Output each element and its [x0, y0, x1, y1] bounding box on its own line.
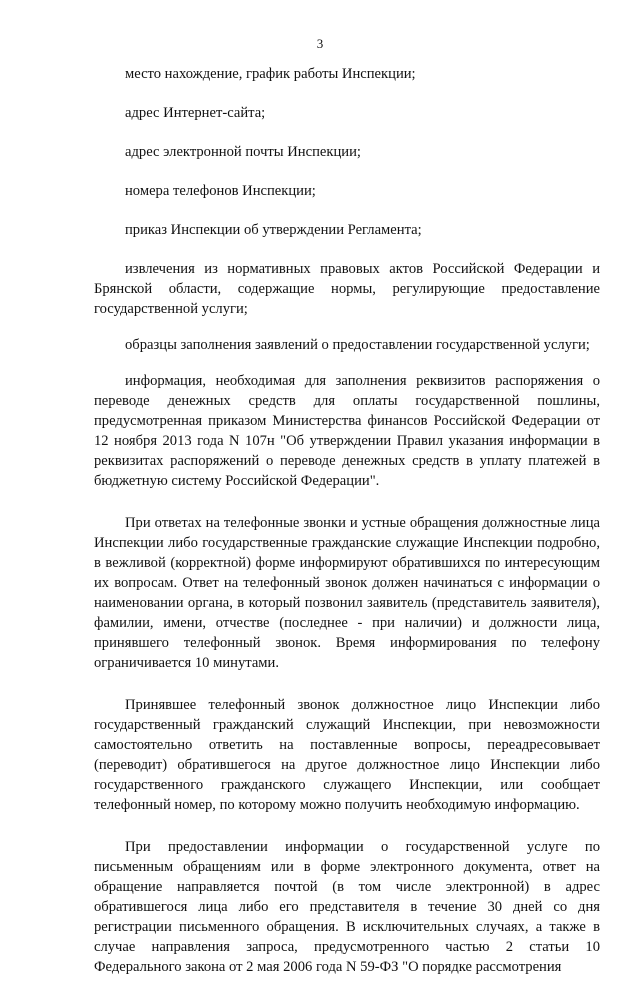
paragraph-regulation-order: приказ Инспекции об утверждении Регламента;	[125, 222, 422, 238]
paragraph-call-redirect: Принявшее телефонный звонок должностное лицо Инспекции либо государственный гражданский служащий Инспекции, при невозможности самостоятельно ответить на поставленные вопросы, переадресовывает (переводит) обратившегося на другое должностное лицо Инспекции либо государственного гражданского служащего Инспекции, или сообщает телефонный номер, по которому можно получить необходимую информацию.	[94, 697, 600, 813]
paragraph-written-requests: При предоставлении информации о государственной услуге по письменным обращениям или в форме электронного документа, ответ на обращение направляется почтой (в том числе электронной) в адрес обратившегося лица либо его представителя в течение 30 дней со дня регистрации письменного обращения. В исключительных случаях, а также в случае направления запроса, предусмотренного частью 2 статьи 10 Федерального закона от 2 мая 2006 года N 59-ФЗ "О порядке рассмотрения	[94, 839, 600, 975]
paragraph-phone-answers: При ответах на телефонные звонки и устные обращения должностные лица Инспекции либо государственные гражданские служащие Инспекции подробно, в вежливой (корректной) форме информируют обратившихся по интересующим их вопросам. Ответ на телефонный звонок должен начинаться с информации о наименовании органа, в который позвонил заявитель (представитель заявителя), фамилии, имени, отчестве (последнее - при наличии) и должности лица, принявшего телефонный звонок. Время информирования по телефону ограничивается 10 минутами.	[94, 515, 600, 671]
paragraph-payment-details: информация, необходимая для заполнения реквизитов распоряжения о переводе денежных средств для оплаты государственной пошлины, предусмотренная приказом Министерства финансов Российской Федерации от 12 ноября 2013 года N 107н "Об утверждении Правил указания информации в реквизитах распоряжений о переводе денежных средств в уплату платежей в бюджетную систему Российской Федерации".	[94, 373, 600, 489]
document-body	[94, 64, 600, 996]
paragraph-location-schedule: место нахождение, график работы Инспекции;	[125, 66, 416, 82]
paragraph-phone-numbers: номера телефонов Инспекции;	[125, 183, 316, 199]
paragraph-email-address: адрес электронной почты Инспекции;	[125, 144, 361, 160]
paragraph-form-samples: образцы заполнения заявлений о предоставлении государственной услуги;	[125, 337, 590, 353]
paragraph-legal-extracts: извлечения из нормативных правовых актов Российской Федерации и Брянской области, содержащие нормы, регулирующие предоставление государственной услуги;	[94, 261, 600, 317]
paragraph-website-address: адрес Интернет-сайта;	[125, 105, 266, 121]
page-number: 3	[316, 36, 324, 51]
